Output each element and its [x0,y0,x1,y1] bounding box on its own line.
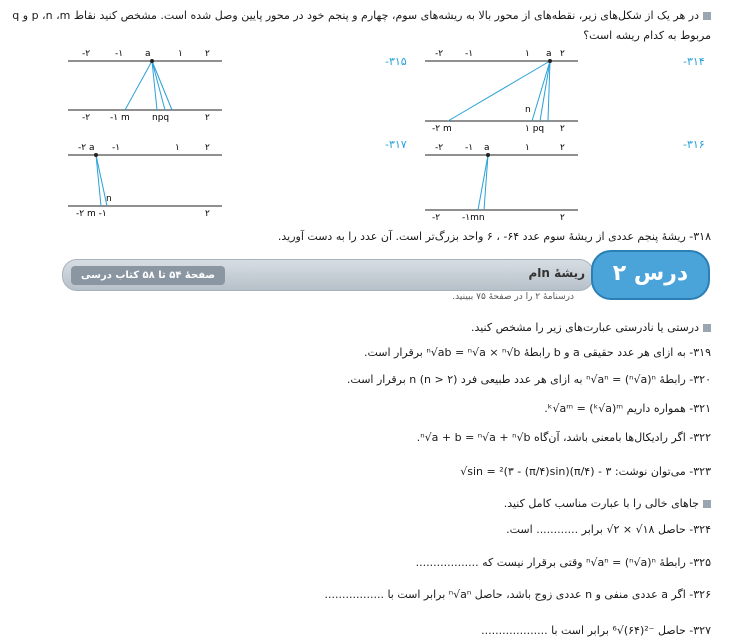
svg-text:۱: ۱ [178,49,183,59]
svg-text:-۲: -۲ [82,113,91,123]
svg-text:-۱mn: -۱mn [462,213,485,223]
square-bullet-icon [703,324,711,332]
svg-text:۱: ۱ [175,143,180,153]
figure-label-315: -۳۱۵ [385,55,407,68]
figure-315 [68,49,222,123]
svg-text:-۱ m: -۱ m [110,113,130,123]
figure-317 [68,143,222,219]
svg-text:۱ pq: ۱ pq [525,124,545,134]
svg-text:-۱: -۱ [465,49,474,59]
lesson-note: درسنامهٔ ۲ را در صفحهٔ ۷۵ ببینید. [452,292,574,302]
figure-label-314: -۳۱۴ [683,55,705,68]
svg-text:۱: ۱ [525,143,530,153]
svg-text:۲: ۲ [560,49,565,59]
svg-text:-۲: -۲ [435,143,444,153]
svg-text:-۱: -۱ [112,143,121,153]
lesson-title: ریشهٔ nام [528,266,585,280]
svg-text:a: a [484,143,490,153]
svg-text:۲: ۲ [205,143,210,153]
svg-text:a: a [145,49,151,59]
intro-line-1: در هر یک از شکل‌های زیر، نقطه‌های از محور بالا به ریشه‌های سوم، چهارم و پنجم خود در محور پایین وصل شده است. مشخص کنید نقاط p ،n ،m و q [12,9,699,22]
svg-text:۲: ۲ [560,143,565,153]
svg-text:npq: npq [152,113,170,123]
question-319: ۳۱۹- به ازای هر عدد حقیقی a و b رابطهٔ ⁿ√ab = ⁿ√a × ⁿ√b برقرار است. [363,346,711,359]
question-323: ۳۲۳- می‌توان نوشت: ۳ - (π/۴)sin = ²(۳ - (π/۴)sin)√ [460,465,711,478]
lesson-banner [62,250,710,298]
question-324: ۳۲۴- حاصل ۱۸√ × ۲√ برابر ............ است. [506,523,711,536]
figure-label-317: -۳۱۷ [385,138,407,151]
svg-text:-۲ m -۱: -۲ m -۱ [76,209,107,219]
section-true-false: درستی یا نادرستی عبارت‌های زیر را مشخص کنید. [470,321,699,334]
svg-text:a: a [546,49,552,59]
svg-text:n: n [106,194,112,204]
lesson-number: درس ۲ [591,250,710,300]
svg-text:۲: ۲ [205,113,210,123]
svg-text:۱: ۱ [525,49,530,59]
square-bullet-icon [703,500,711,508]
svg-text:-۲: -۲ [432,213,441,223]
svg-text:۲: ۲ [560,213,565,223]
svg-text:۲: ۲ [560,124,565,134]
question-318: ۳۱۸- ریشهٔ پنجم عددی از ریشهٔ سوم عدد ۶۴- ، ۶ واحد بزرگ‌تر است. آن عدد را به دست آورید. [277,230,711,243]
svg-text:n: n [525,105,531,115]
svg-text:-۲ a: -۲ a [78,143,95,153]
svg-text:-۱: -۱ [465,143,474,153]
question-327: ۳۲۷- حاصل ⁻²(۶۴)√⁶ برابر است با ................... [481,624,711,637]
question-325: ۳۲۵- رابطهٔ ⁿ√aⁿ = (ⁿ√a)ⁿ وقتی برقرار نیست که .................. [415,556,711,569]
svg-text:-۱: -۱ [115,49,124,59]
question-322: ۳۲۲- اگر رادیکال‌ها بامعنی باشد، آن‌گاه ⁿ√a + b = ⁿ√a + ⁿ√b. [416,431,711,444]
figure-label-316: -۳۱۶ [683,138,705,151]
svg-text:-۲: -۲ [435,49,444,59]
svg-text:۲: ۲ [205,209,210,219]
number-line-figures [0,0,729,250]
question-321: ۳۲۱- همواره داریم ᵏ√aᵐ = (ᵏ√a)ᵐ. [544,402,711,415]
figure-314 [425,49,578,134]
figure-316 [425,143,578,223]
svg-text:-۲: -۲ [82,49,91,59]
intro-line-2: مربوط به کدام ریشه است؟ [583,29,711,42]
question-326: ۳۲۶- اگر a عددی منفی و n عددی زوج باشد، حاصل ⁿ√aⁿ برابر است با ................. [324,588,711,601]
svg-text:۲: ۲ [205,49,210,59]
question-320: ۳۲۰- رابطهٔ ⁿ√aⁿ = (ⁿ√a)ⁿ به ازای هر عدد طبیعی فرد n (n > ۲) برقرار است. [346,373,711,386]
svg-text:-۲ m: -۲ m [432,124,452,134]
banner-pages: صفحهٔ ۵۴ تا ۵۸ کتاب درسی [71,266,225,285]
section-fill-blanks: جاهای خالی را با عبارت مناسب کامل کنید. [503,497,699,510]
banner-bar [62,259,594,291]
